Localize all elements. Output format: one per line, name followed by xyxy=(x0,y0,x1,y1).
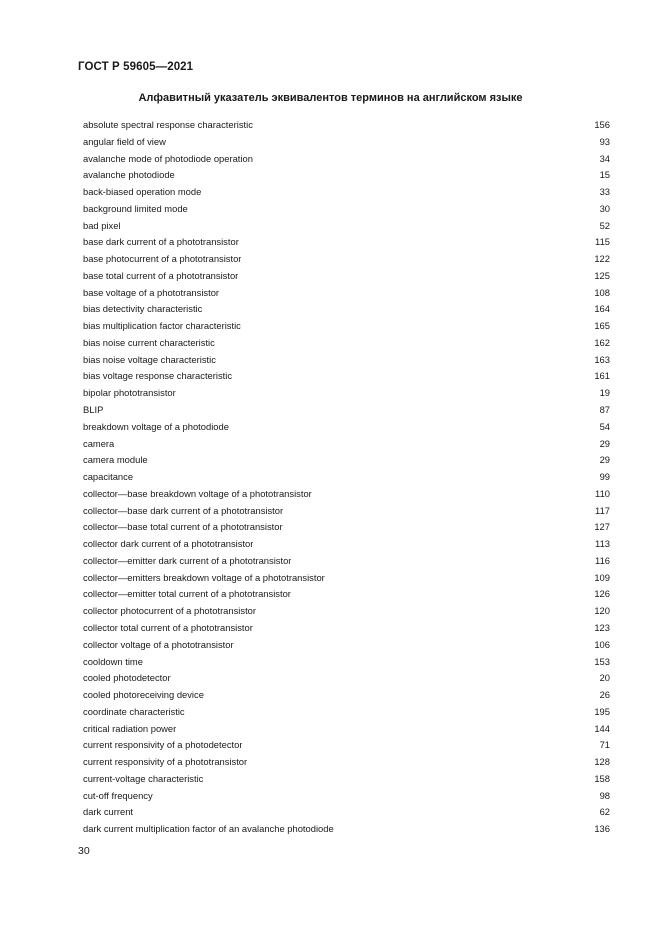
entry-term: bias noise current characteristic xyxy=(83,336,215,348)
entry-term: base total current of a phototransistor xyxy=(83,269,239,281)
entry-term: collector—base total current of a phototransistor xyxy=(83,521,283,533)
entry-term: coordinate characteristic xyxy=(83,705,185,717)
entry-term: current responsivity of a phototransistor xyxy=(83,756,248,768)
entry-term: background limited mode xyxy=(83,202,188,214)
entry-term: collector voltage of a phototransistor xyxy=(83,638,234,650)
entry-term: bias voltage response characteristic xyxy=(83,370,233,382)
index-entry xyxy=(83,251,610,268)
entry-page-ref: 62 xyxy=(599,806,610,818)
entry-term: capacitance xyxy=(83,471,134,483)
entry-page-ref: 113 xyxy=(595,538,610,550)
entry-term: camera xyxy=(83,437,115,449)
entry-page-ref: 195 xyxy=(594,705,610,717)
index-entry xyxy=(83,620,610,637)
index-entry xyxy=(83,637,610,654)
entry-page-ref: 164 xyxy=(594,303,610,315)
index-entry xyxy=(83,536,610,553)
index-entry xyxy=(83,201,610,218)
entry-page-ref: 120 xyxy=(594,605,610,617)
entry-term: collector—emitter total current of a phototransistor xyxy=(83,588,291,600)
index-entry xyxy=(83,570,610,587)
entry-term: collector—emitters breakdown voltage of a phototransistor xyxy=(83,571,325,583)
index-entry xyxy=(83,218,610,235)
entry-page-ref: 71 xyxy=(599,739,610,751)
index-entry xyxy=(83,117,610,134)
entry-term: dark current multiplication factor of an avalanche photodiode xyxy=(83,823,334,835)
entry-page-ref: 123 xyxy=(594,621,610,633)
index-entry xyxy=(83,771,610,788)
index-entry xyxy=(83,285,610,302)
index-entry xyxy=(83,419,610,436)
entry-term: collector—base breakdown voltage of a phototransistor xyxy=(83,487,312,499)
page-number: 30 xyxy=(78,845,90,857)
entry-page-ref: 106 xyxy=(594,638,610,650)
entry-term: cut-off frequency xyxy=(83,789,153,801)
entry-term: bipolar phototransistor xyxy=(83,387,176,399)
index-entry xyxy=(83,184,610,201)
index-entry xyxy=(83,452,610,469)
index-entry xyxy=(83,167,610,184)
entry-term: cooled photodetector xyxy=(83,672,171,684)
entry-term: current responsivity of a photodetector xyxy=(83,739,243,751)
entry-page-ref: 15 xyxy=(599,169,610,181)
index-entry xyxy=(83,670,610,687)
index-entry xyxy=(83,821,610,838)
index-entry xyxy=(83,754,610,771)
entry-page-ref: 98 xyxy=(599,789,610,801)
entry-term: bias detectivity characteristic xyxy=(83,303,203,315)
index-title: Алфавитный указатель эквивалентов терминов на английском языке xyxy=(138,92,523,104)
index-entry xyxy=(83,335,610,352)
index-entry xyxy=(83,402,610,419)
index-entry xyxy=(83,368,610,385)
entry-page-ref: 99 xyxy=(599,471,610,483)
index-entry xyxy=(83,352,610,369)
entry-term: base photocurrent of a phototransistor xyxy=(83,253,242,265)
entry-term: avalanche photodiode xyxy=(83,169,175,181)
entry-term: avalanche mode of photodiode operation xyxy=(83,152,253,164)
index-entry xyxy=(83,318,610,335)
entry-page-ref: 162 xyxy=(594,336,610,348)
entry-page-ref: 20 xyxy=(599,672,610,684)
index-entry xyxy=(83,234,610,251)
entry-term: collector photocurrent of a phototransistor xyxy=(83,605,257,617)
index-entry xyxy=(83,151,610,168)
index-entry xyxy=(83,737,610,754)
entry-term: bad pixel xyxy=(83,219,121,231)
entry-term: collector—base dark current of a phototransistor xyxy=(83,504,284,516)
index-entry xyxy=(83,704,610,721)
entry-term: camera module xyxy=(83,454,148,466)
entry-page-ref: 161 xyxy=(594,370,610,382)
entry-term: bias noise voltage characteristic xyxy=(83,353,216,365)
index-list xyxy=(83,117,610,838)
entry-term: BLIP xyxy=(83,404,104,416)
entry-term: critical radiation power xyxy=(83,722,177,734)
index-entry xyxy=(83,486,610,503)
entry-term: bias multiplication factor characteristic xyxy=(83,320,241,332)
index-entry xyxy=(83,788,610,805)
entry-page-ref: 127 xyxy=(594,521,610,533)
index-entry xyxy=(83,503,610,520)
entry-term: cooled photoreceiving device xyxy=(83,689,204,701)
entry-page-ref: 110 xyxy=(595,487,610,499)
entry-page-ref: 117 xyxy=(595,504,610,516)
index-entry xyxy=(83,268,610,285)
entry-page-ref: 87 xyxy=(599,404,610,416)
entry-term: back-biased operation mode xyxy=(83,186,202,198)
entry-page-ref: 125 xyxy=(594,269,610,281)
entry-page-ref: 136 xyxy=(594,823,610,835)
index-entry xyxy=(83,469,610,486)
entry-page-ref: 52 xyxy=(599,219,610,231)
entry-page-ref: 122 xyxy=(594,253,610,265)
index-entry xyxy=(83,654,610,671)
index-entry xyxy=(83,519,610,536)
entry-page-ref: 153 xyxy=(594,655,610,667)
index-entry xyxy=(83,134,610,151)
entry-page-ref: 19 xyxy=(599,387,610,399)
entry-term: collector—emitter dark current of a phototransistor xyxy=(83,554,292,566)
index-entry xyxy=(83,687,610,704)
entry-term: cooldown time xyxy=(83,655,143,667)
entry-page-ref: 115 xyxy=(595,236,610,248)
index-entry xyxy=(83,586,610,603)
entry-term: dark current xyxy=(83,806,134,818)
index-entry xyxy=(83,553,610,570)
entry-term: collector total current of a phototransistor xyxy=(83,621,253,633)
entry-page-ref: 30 xyxy=(599,202,610,214)
entry-page-ref: 128 xyxy=(594,756,610,768)
entry-page-ref: 163 xyxy=(594,353,610,365)
entry-page-ref: 29 xyxy=(599,437,610,449)
entry-page-ref: 26 xyxy=(599,689,610,701)
index-entry xyxy=(83,721,610,738)
entry-term: collector dark current of a phototransistor xyxy=(83,538,254,550)
entry-page-ref: 34 xyxy=(599,152,610,164)
entry-page-ref: 144 xyxy=(594,722,610,734)
entry-term: current-voltage characteristic xyxy=(83,772,204,784)
entry-page-ref: 158 xyxy=(594,772,610,784)
entry-page-ref: 93 xyxy=(599,135,610,147)
entry-page-ref: 54 xyxy=(599,420,610,432)
entry-term: base voltage of a phototransistor xyxy=(83,286,220,298)
index-entry xyxy=(83,301,610,318)
entry-term: absolute spectral response characteristic xyxy=(83,119,253,130)
entry-page-ref: 109 xyxy=(594,571,610,583)
entry-page-ref: 165 xyxy=(594,320,610,332)
index-entry xyxy=(83,603,610,620)
entry-term: base dark current of a phototransistor xyxy=(83,236,239,248)
entry-page-ref: 33 xyxy=(599,186,610,198)
entry-term: angular field of view xyxy=(83,135,166,147)
entry-page-ref: 126 xyxy=(594,588,610,600)
entry-page-ref: 29 xyxy=(599,454,610,466)
entry-term: breakdown voltage of a photodiode xyxy=(83,420,229,432)
entry-page-ref: 156 xyxy=(594,119,610,130)
entry-page-ref: 116 xyxy=(595,554,610,566)
entry-page-ref: 108 xyxy=(594,286,610,298)
index-entry xyxy=(83,436,610,453)
index-entry xyxy=(83,804,610,821)
index-entry xyxy=(83,385,610,402)
document-code: ГОСТ Р 59605—2021 xyxy=(78,61,194,73)
